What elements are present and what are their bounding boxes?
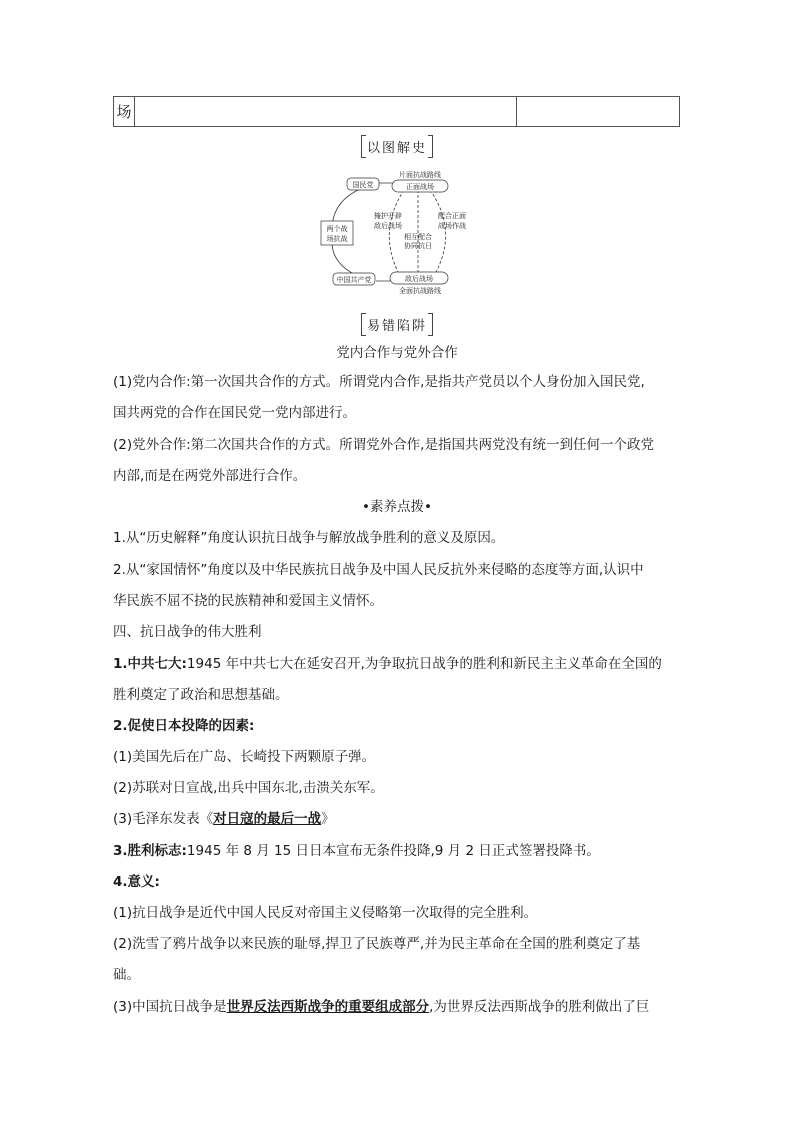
paragraph-line: (1)美国先后在广岛、长崎投下两颗原子弹。 (113, 749, 376, 765)
item-3 (113, 841, 600, 861)
coop-label-2: 协同抗日 (404, 242, 432, 250)
emphasis-text: 世界反法西斯战争的重要组成部分 (226, 999, 430, 1015)
paragraph-line: 胜利奠定了政治和思想基础。 (113, 687, 289, 703)
pitfalls-title (0, 313, 794, 336)
item-text: 1945 年 8 月 15 日日本宣布无条件投降,9 月 2 日正式签署投降书。 (186, 843, 600, 859)
paragraph-line: 2.从“家国情怀”角度以及中华民族抗日战争及中国人民反抗外来侵略的态度等方面,认识中 (113, 562, 644, 578)
item-suffix: 》 (321, 811, 335, 827)
two-fronts-label-2: 场抗战 (326, 235, 348, 243)
paragraph-line: 国共两党的合作在国民党一党内部进行。 (113, 405, 356, 421)
two-fronts-diagram (318, 168, 478, 298)
paragraph-line: (2)苏联对日宣战,出兵中国东北,击溃关东军。 (113, 780, 384, 796)
paragraph-line: 础。 (113, 967, 140, 983)
section-heading: 四、抗日战争的伟大胜利 (113, 624, 262, 640)
literacy-title: •素养点拨• (362, 499, 432, 515)
paragraph-line: 1.从“历史解释”角度认识抗日战争与解放战争胜利的意义及原因。 (113, 530, 505, 546)
item-2c (113, 809, 335, 829)
item-label: 1.中共七大: (113, 656, 187, 672)
item-label: 3.胜利标志: (113, 843, 187, 859)
paragraph-line: (2)党外合作:第二次国共合作的方式。所谓党外合作,是指国共两党没有统一到任何一个政党 (113, 437, 654, 453)
rear-line-label: 全面抗战路线 (399, 287, 441, 295)
diagram-title (0, 135, 794, 158)
two-fronts-label-1: 两个战 (326, 225, 348, 233)
table-fragment (113, 96, 680, 127)
table-cell: 场 (114, 97, 135, 126)
paragraph-line: (2)洗雪了鸦片战争以来民族的耻辱,捍卫了民族尊严,并为民主革命在全国的胜利奠定了基 (113, 936, 641, 952)
front-line-label: 片面抗战路线 (399, 171, 441, 179)
ccp-label: 中国共产党 (336, 276, 372, 284)
diagram-title-text: 以图解史 (361, 135, 433, 158)
pitfalls-title-text: 易错陷阱 (361, 313, 433, 336)
paragraph-line: 内部,而是在两党外部进行合作。 (113, 468, 307, 484)
item-suffix: ,为世界反法西斯战争的胜利做出了巨 (429, 999, 650, 1015)
paragraph-line: (1)抗日战争是近代中国人民反对帝国主义侵略第一次取得的完全胜利。 (113, 905, 538, 921)
coop-label-1: 相互配合 (404, 233, 432, 241)
emphasis-title: 对日寇的最后一战 (213, 811, 322, 827)
item-4c (113, 997, 649, 1017)
pitfalls-heading: 党内合作与党外合作 (336, 345, 458, 361)
front-field-label: 正面战场 (406, 183, 434, 191)
item-prefix: (3)中国抗日战争是 (113, 999, 227, 1015)
paragraph-line: 华民族不屈不挠的民族精神和爱国主义情怀。 (113, 593, 383, 609)
cover-label-2: 敌后战场 (374, 222, 402, 230)
item-2-label: 2.促使日本投降的因素: (113, 718, 255, 734)
item-1 (113, 654, 662, 674)
cover-label-1: 掩护开辟 (374, 212, 402, 220)
paragraph-line: (1)党内合作:第一次国共合作的方式。所谓党内合作,是指共产党员以个人身份加入国民党, (113, 374, 645, 390)
item-text: 1945 年中共七大在延安召开,为争取抗日战争的胜利和新民主主义革命在全国的 (186, 656, 662, 672)
item-prefix: (3)毛泽东发表《 (113, 811, 214, 827)
item-4-label: 4.意义: (113, 874, 160, 890)
table-cell (135, 97, 517, 126)
support-label-1: 配合正面 (438, 212, 466, 220)
table-cell (517, 97, 679, 126)
kmt-label: 国民党 (352, 181, 374, 189)
support-label-2: 战场作战 (438, 222, 466, 230)
rear-field-label: 敌后战场 (405, 275, 433, 283)
